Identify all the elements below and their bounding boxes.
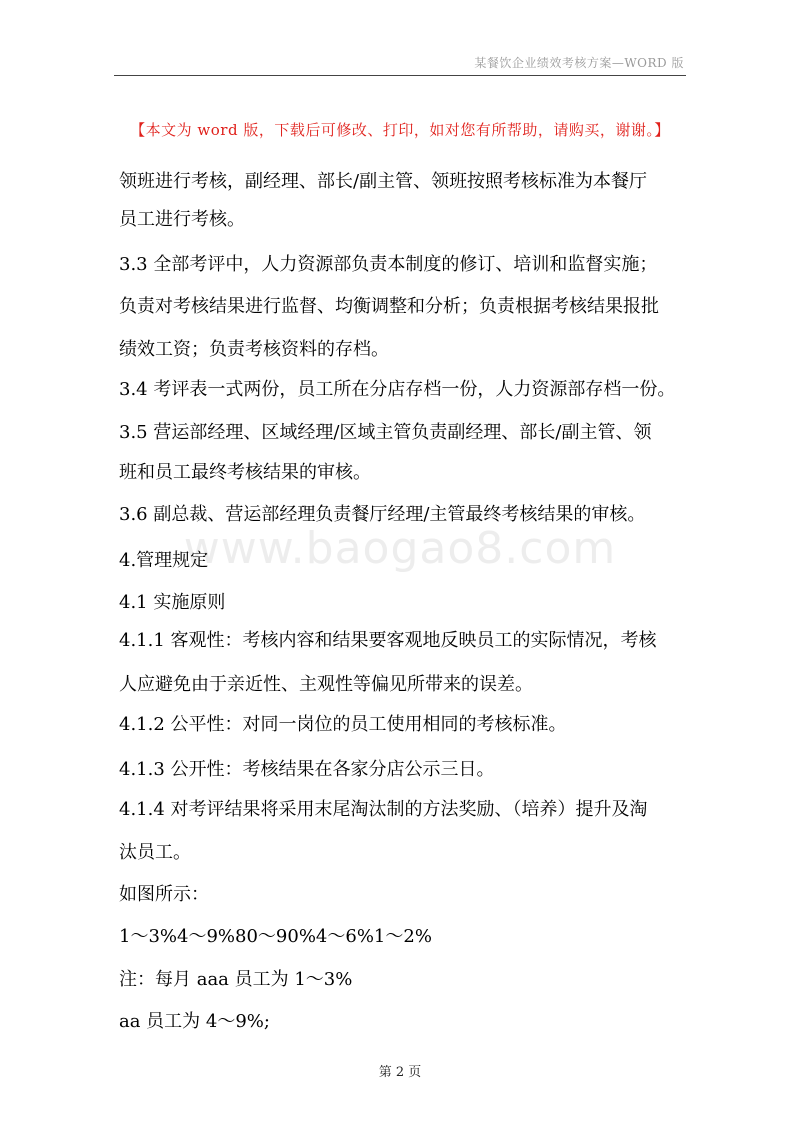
paragraph-line: 汰员工。: [119, 842, 191, 863]
paragraph-line: 4.1.4 对考评结果将采用末尾淘汰制的方法奖励、（培养）提升及淘: [119, 799, 648, 820]
paragraph-line: 3.3 全部考评中，人力资源部负责本制度的修订、培训和监督实施；: [119, 254, 658, 275]
paragraph-line: 负责对考核结果进行监督、均衡调整和分析；负责根据考核结果报批: [119, 296, 659, 317]
paragraph-line: 3.6 副总裁、营运部经理负责餐厅经理/主管最终考核结果的审核。: [119, 504, 646, 525]
paragraph-line: 人应避免由于亲近性、主观性等偏见所带来的误差。: [119, 674, 533, 695]
paragraph-line: 3.5 营运部经理、区域经理/区域主管负责副经理、部长/副主管、领: [119, 422, 652, 443]
paragraph-line: aa 员工为 4～9%;: [119, 1011, 270, 1032]
paragraph-line: 4.1.2 公平性：对同一岗位的员工使用相同的考核标准。: [119, 714, 567, 735]
header-title: 某餐饮企业绩效考核方案—WORD 版: [474, 56, 684, 70]
paragraph-line: 注：每月 aaa 员工为 1～3%: [119, 969, 353, 990]
header-divider: [114, 75, 686, 76]
paragraph-line: 1～3%4～9%80～90%4～6%1～2%: [119, 926, 432, 947]
paragraph-line: 3.4 考评表一式两份，员工所在分店存档一份，人力资源部存档一份。: [119, 379, 676, 400]
paragraph-line: 4.1.1 客观性：考核内容和结果要客观地反映员工的实际情况，考核: [119, 630, 657, 651]
paragraph-line: 如图所示：: [119, 884, 209, 905]
paragraph-line: 员工进行考核。: [119, 209, 245, 230]
paragraph-line: 班和员工最终考核结果的审核。: [119, 462, 371, 483]
page-number: 第 2 页: [378, 1065, 422, 1080]
subsection-heading: 4.1 实施原则: [119, 592, 226, 613]
watermark: www.baogao8.com: [183, 523, 617, 574]
paragraph-line: 4.1.3 公开性：考核结果在各家分店公示三日。: [119, 759, 495, 780]
section-heading: 4.管理规定: [119, 550, 209, 571]
download-notice: 【本文为 word 版，下载后可修改、打印，如对您有所帮助，请购买，谢谢。】: [130, 121, 670, 139]
paragraph-line: 绩效工资；负责考核资料的存档。: [119, 339, 389, 360]
paragraph-line: 领班进行考核，副经理、部长/副主管、领班按照考核标准为本餐厅: [119, 171, 648, 192]
